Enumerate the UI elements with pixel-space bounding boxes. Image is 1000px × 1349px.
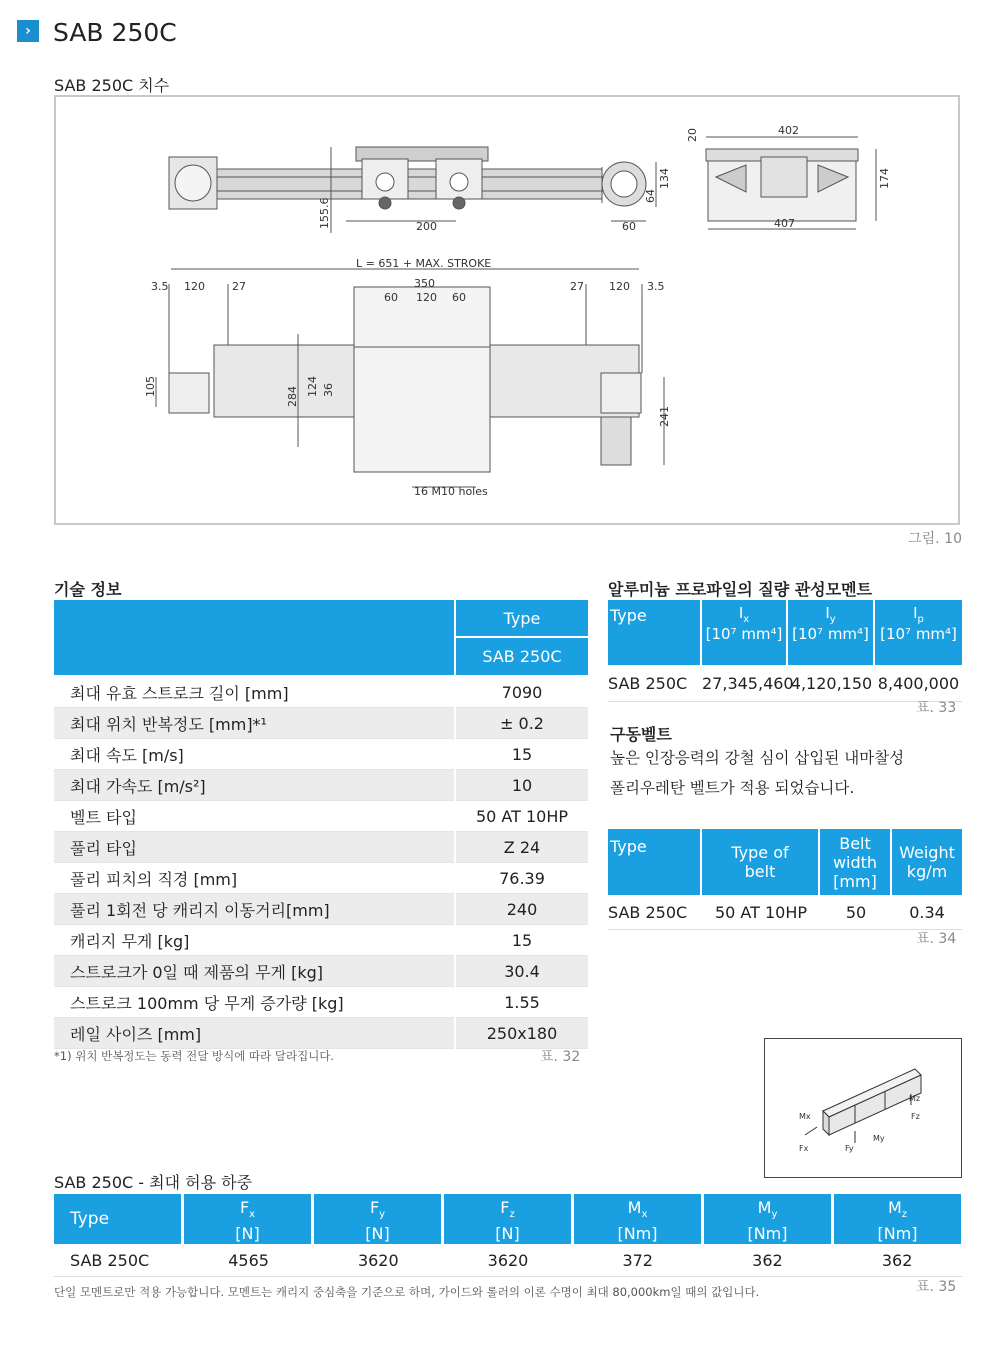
inertia-caption: 표. 33 [916,700,957,716]
tech-row-label: 스트로크가 0일 때 제품의 무게 [kg] [54,956,454,987]
svg-text:134: 134 [658,168,671,189]
tech-row [54,1018,588,1049]
belt-caption: 표. 34 [916,931,957,947]
belt-width-header: Belt width [mm] [820,829,890,895]
tech-row [54,708,588,739]
loads-row-value: 372 [622,1250,653,1270]
tech-row-label: 최대 속도 [m/s] [54,739,454,770]
svg-text:200: 200 [416,220,437,233]
dimension-drawing [54,95,960,525]
belt-heading: 구동벨트 [610,725,672,744]
svg-text:174: 174 [878,168,891,189]
tech-row-value: 240 [456,894,588,925]
tech-row [54,925,588,956]
belt-table [608,829,962,930]
tech-type-header: Type [456,600,588,636]
tech-row-label: 최대 가속도 [m/s²] [54,770,454,801]
tech-row-label: 최대 위치 반복정도 [mm]*¹ [54,708,454,739]
loads-row-type: SAB 250C [70,1250,150,1270]
svg-text:120: 120 [609,280,630,293]
loads-header-fy: $F_y$ [N] [314,1194,441,1244]
axis-label-my: My [873,1134,885,1143]
svg-text:64: 64 [644,189,657,203]
svg-text:407: 407 [774,217,795,230]
inertia-heading: 알루미늄 프로파일의 질량 관성모멘트 [608,580,873,599]
tech-row-label: 최대 유효 스트로크 길이 [mm] [54,677,454,708]
loads-row-value: 3620 [357,1250,399,1270]
tech-row [54,956,588,987]
load-axes-figure [764,1038,962,1178]
tech-row-value: 15 [456,739,588,770]
tech-rows [54,677,588,1049]
inertia-iy-value: 4,120,150 [790,673,873,693]
tech-row [54,894,588,925]
loads-row-value: 3620 [487,1250,529,1270]
tech-row-value: 50 AT 10HP [456,801,588,832]
svg-text:60: 60 [452,291,466,304]
belt-type-header: Type [608,829,700,895]
tech-row-value: 15 [456,925,588,956]
loads-row-value: 4565 [228,1250,269,1270]
svg-text:155.6: 155.6 [318,197,331,229]
tech-table [54,600,588,1049]
belt-row-type: SAB 250C [608,902,688,922]
axis-label-mz: Mz [909,1094,921,1103]
axis-label-fy: Fy [845,1144,854,1153]
belt-row-weight: 0.34 [909,902,945,922]
svg-text:3.5: 3.5 [647,280,665,293]
loads-header-fx: $F_x$ [N] [184,1194,311,1244]
tech-row-label: 풀리 1회전 당 캐리지 이동거리[mm] [54,894,454,925]
belt-row-kind: 50 AT 10HP [714,902,808,922]
tech-row [54,863,588,894]
svg-text:120: 120 [416,291,437,304]
svg-text:60: 60 [384,291,398,304]
tech-heading: 기술 정보 [54,580,122,599]
tech-footnote: *1) 위치 반복정도는 동력 전달 방식에 따라 달라집니다. [54,1049,335,1063]
svg-text:350: 350 [414,277,435,290]
inertia-ip-header: $I_p$ [10⁷ mm⁴] [875,600,962,665]
svg-text:27: 27 [570,280,584,293]
tech-row [54,677,588,708]
tech-row [54,770,588,801]
loads-header-mz: $M_z$ [Nm] [834,1194,961,1244]
tech-model-header: SAB 250C [456,638,588,675]
svg-text:3.5: 3.5 [151,280,169,293]
svg-text:36: 36 [322,383,335,397]
inertia-ip-value: 8,400,000 [877,673,960,693]
tech-row-label: 스트로크 100mm 당 무게 증가량 [kg] [54,987,454,1018]
tech-row-value: 76.39 [456,863,588,894]
tech-row-label: 벨트 타입 [54,801,454,832]
load-axes-diagram [765,1039,961,1177]
tech-row-value: 7090 [456,677,588,708]
belt-row-width: 50 [845,902,867,922]
tech-row-value: 30.4 [456,956,588,987]
tech-row [54,832,588,863]
svg-text:16 M10 holes: 16 M10 holes [414,485,488,498]
technical-drawing [56,97,958,523]
loads-type-header: Type [54,1194,181,1244]
tech-row-label: 풀리 피치의 직경 [mm] [54,863,454,894]
axis-label-fx: Fx [799,1144,809,1153]
tech-caption: 표. 32 [540,1049,581,1065]
tech-row-label: 캐리지 무게 [kg] [54,925,454,956]
tech-row-value: Z 24 [456,832,588,863]
axis-label-mx: Mx [799,1112,811,1121]
svg-text:402: 402 [778,124,799,137]
svg-text:60: 60 [622,220,636,233]
loads-row-value: 362 [881,1250,913,1270]
inertia-row-type: SAB 250C [608,673,688,693]
loads-row-value: 362 [752,1250,783,1270]
loads-header-my: $M_y$ [Nm] [704,1194,831,1244]
figure-caption: 그림. 10 [908,531,962,547]
svg-text:105: 105 [144,376,157,397]
loads-heading: SAB 250C - 최대 허용 하중 [54,1173,253,1192]
tech-row [54,801,588,832]
svg-text:20: 20 [686,128,699,142]
tech-row-value: 1.55 [456,987,588,1018]
page-title: SAB 250C [53,18,177,47]
belt-weight-header: Weight kg/m [892,829,962,895]
belt-kind-header: Type of belt [702,829,818,895]
tech-row [54,739,588,770]
tech-row-value: 10 [456,770,588,801]
tech-row-value: ± 0.2 [456,708,588,739]
tech-row-label: 레일 사이즈 [mm] [54,1018,454,1049]
svg-text:27: 27 [232,280,246,293]
svg-text:124: 124 [306,376,319,397]
inertia-type-header: Type [608,600,700,665]
tech-row-label: 풀리 타입 [54,832,454,863]
tech-row-value: 250x180 [456,1018,588,1049]
inertia-iy-header: $I_y$ [10⁷ mm⁴] [788,600,873,665]
loads-caption: 표. 35 [916,1279,957,1295]
inertia-ix-value: 27,345,460 [702,673,794,693]
tech-header-blank [54,600,454,675]
tech-row [54,987,588,1018]
belt-description: 높은 인장응력의 강철 심이 삽입된 내마찰성 폴리우레탄 벨트가 적용 되었습니다. [610,749,905,797]
axis-label-fz: Fz [911,1112,920,1121]
loads-header-fz: $F_z$ [N] [444,1194,571,1244]
svg-text:241: 241 [658,406,671,427]
inertia-table [608,600,962,702]
chevron-right-icon: › [17,20,39,42]
inertia-ix-header: $I_x$ [10⁷ mm⁴] [702,600,786,665]
loads-note: 단일 모멘트로만 적용 가능합니다. 모멘트는 캐리지 중심축을 기준으로 하며, 가이드와 롤러의 이론 수명이 최대 80,000km일 때의 값입니다. [54,1285,760,1299]
svg-text:120: 120 [184,280,205,293]
loads-header-mx: $M_x$ [Nm] [574,1194,701,1244]
dimension-heading: SAB 250C 치수 [54,76,170,95]
svg-text:284: 284 [286,386,299,407]
svg-text:L = 651 + MAX. STROKE: L = 651 + MAX. STROKE [356,257,492,270]
loads-table [54,1194,962,1277]
